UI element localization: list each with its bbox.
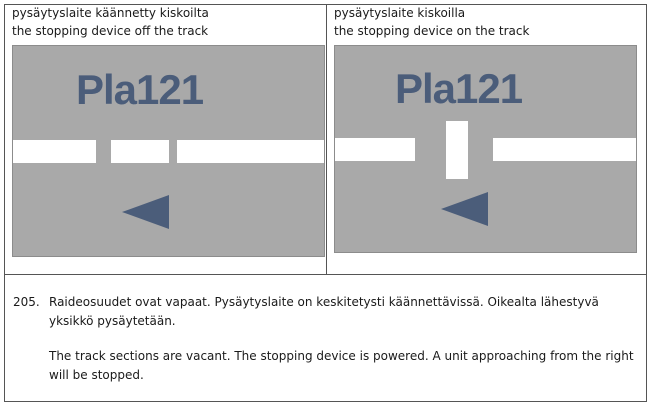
left-signal-panel [12,45,325,257]
right-caption [334,4,529,40]
description-fi: Raideosuudet ovat vapaat. Pysäytyslaite on keskitetysti käännettävissä. Oikealta lähestyvä yksikkö pysäytetään. [49,295,599,328]
right-direction-arrow-icon [441,192,488,226]
right-signal-panel [334,45,637,253]
left-rail-segment-1 [13,140,96,163]
left-track-label: Pla121 [76,66,204,113]
left-stopping-device [111,140,169,163]
left-caption [12,4,209,40]
right-stopping-device [446,121,468,179]
left-direction-arrow-icon [122,195,169,229]
left-caption-fi: pysäytyslaite käännetty kiskoilta [12,6,209,20]
right-track-label: Pla121 [395,65,523,112]
right-caption-fi: pysäytyslaite kiskoilla [334,6,466,20]
left-rail-segment-2 [177,140,325,163]
item-number: 205. [13,295,40,309]
right-caption-en: the stopping device on the track [334,24,530,38]
column-divider [326,4,327,275]
description-en: The track sections are vacant. The stopping device is powered. A unit approaching from the right will be stopped. [49,349,634,382]
left-caption-en: the stopping device off the track [12,24,209,38]
right-rail-segment-1 [335,138,415,161]
row-divider [4,274,647,275]
right-rail-segment-2 [493,138,637,161]
